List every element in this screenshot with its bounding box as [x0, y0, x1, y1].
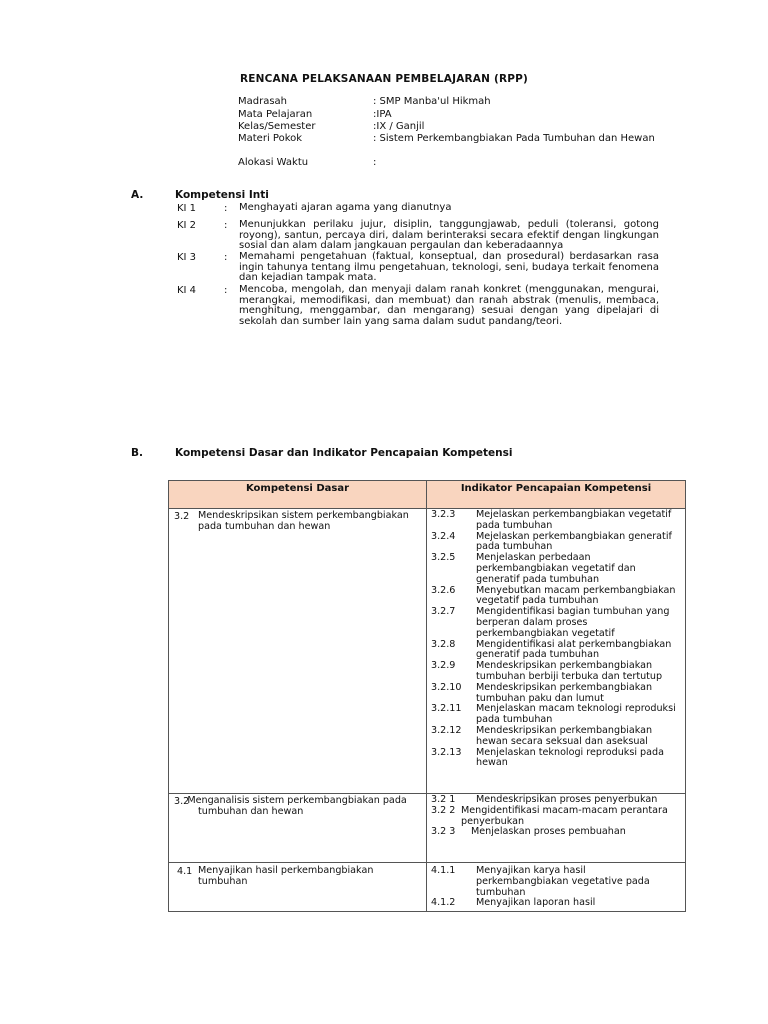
indicator-text: Menjelaskan macam teknologi reproduksi pada tumbuhan	[476, 703, 676, 726]
indicator-cell	[427, 863, 686, 912]
ki-code: KI 3	[177, 252, 197, 263]
indicator-number: 4.1.1	[431, 865, 456, 876]
indicator-item	[431, 748, 685, 770]
indicator-item	[431, 532, 685, 554]
table-header-row	[169, 481, 686, 509]
ki-text: Memahami pengetahuan (faktual, konseptual, dan prosedural) berdasarkan rasa ingin tahunya tentang ilmu pengetahuan, teknologi, seni, budaya terkait fenomena dan kejadian tampak mata.	[239, 251, 659, 283]
indicator-text: Menjelaskan perbedaan perkembangbiakan vegetatif dan generatif pada tumbuhan	[476, 552, 636, 585]
indicator-text: Mengidentifikasi macam-macam perantara penyerbukan	[461, 804, 668, 827]
indicator-number: 3.2.4	[431, 530, 456, 542]
ki-text: Menghayati ajaran agama yang dianutnya	[239, 202, 452, 213]
indicator-item	[431, 726, 685, 748]
indicator-item	[431, 898, 685, 909]
ki-text: Mencoba, mengolah, dan menyaji dalam ranah konkret (menggunakan, mengurai, merangkai, memodifikasi, dan membuat) dan ranah abstrak (menulis, membaca, menghitung, menggambar, dan mengarang) sesuai dengan yang dipelajari di sekolah dan sumber lain yang sama dalam sudut pandang/teori.	[239, 284, 659, 327]
meta-value: :IPA	[373, 109, 392, 120]
indicator-item	[431, 827, 685, 838]
indicator-number: 3.2 1	[431, 794, 456, 805]
indicator-text: Mengidentifikasi bagian tumbuhan yang berperan dalam proses perkembangbiakan vegetatif	[476, 606, 670, 639]
kd-text: Menyajikan hasil perkembangbiakan tumbuhan	[198, 865, 374, 887]
kd-text: Menganalisis sistem perkembangbiakan pada tumbuhan dan hewan	[187, 795, 407, 817]
meta-label: Madrasah	[238, 96, 288, 107]
kd-number: 4.1	[177, 866, 193, 877]
section-title: Kompetensi Dasar dan Indikator Pencapaian Kompetensi	[175, 447, 513, 459]
indicator-text: Menjelaskan proses pembuahan	[471, 826, 626, 838]
ki-separator: :	[224, 203, 228, 214]
indicator-number: 3.2.7	[431, 606, 456, 618]
indicator-number: 3.2.3	[431, 509, 456, 520]
kd-number: 3.2	[174, 511, 190, 522]
indicator-text: Mendeskripsikan perkembangbiakan hewan secara seksual dan aseksual	[476, 724, 653, 747]
indicator-item	[431, 806, 685, 828]
table-header-indikator: Indikator Pencapaian Kompetensi	[427, 481, 686, 509]
indicator-text: Mejelaskan perkembangbiakan vegetatif pada tumbuhan	[476, 509, 672, 531]
meta-label: Mata Pelajaran	[238, 109, 313, 120]
ki-code: KI 1	[177, 203, 197, 214]
ki-text: Menunjukkan perilaku jujur, disiplin, tanggungjawab, peduli (toleransi, gotong royong), santun, percaya diri, dalam berinteraksi secara efektif dengan lingkungan sosial dan alam dalam jangkauan pergaulan dan keberadaannya	[239, 219, 659, 251]
indicator-item	[431, 866, 685, 898]
indicator-item	[431, 704, 685, 726]
indicator-item	[431, 640, 685, 662]
indicator-cell	[427, 794, 686, 863]
indicator-text: Menyajikan laporan hasil	[476, 897, 596, 909]
indicator-item	[431, 661, 685, 683]
meta-label: Kelas/Semester	[238, 121, 316, 132]
indicator-number: 4.1.2	[431, 897, 456, 909]
document-title: RENCANA PELAKSANAAN PEMBELAJARAN (RPP)	[239, 73, 529, 85]
indicator-text: Mendeskripsikan perkembangbiakan tumbuhan paku dan lumut	[476, 681, 653, 704]
section-letter: B.	[131, 447, 143, 459]
kd-cell	[169, 794, 427, 863]
table-row	[169, 863, 686, 912]
ki-code: KI 4	[177, 285, 197, 296]
indicator-text: Mendeskripsikan perkembangbiakan tumbuhan berbiji terbuka dan tertutup	[476, 660, 663, 682]
table-header-kd: Kompetensi Dasar	[169, 481, 427, 509]
indicator-text: Mengidentifikasi alat perkembangbiakan generatif pada tumbuhan	[476, 638, 672, 661]
indicator-number: 3.2.6	[431, 584, 456, 596]
ki-code: KI 2	[177, 220, 197, 231]
indicator-text: Menyajikan karya hasil perkembangbiakan vegetative pada tumbuhan	[476, 865, 650, 898]
indicator-number: 3.2.8	[431, 638, 456, 650]
kd-text: Mendeskripsikan sistem perkembangbiakan pada tumbuhan dan hewan	[198, 510, 409, 532]
indicator-text: Mejelaskan perkembangbiakan generatif pada tumbuhan	[476, 530, 672, 553]
indicator-number: 3.2 3	[431, 826, 456, 838]
indicator-number: 3.2 2	[431, 804, 456, 816]
ki-separator: :	[224, 252, 228, 263]
indicator-number: 3.2.13	[431, 746, 462, 758]
indicator-item	[431, 586, 685, 608]
indicator-cell	[427, 509, 686, 794]
table-row	[169, 509, 686, 794]
meta-value: :	[373, 157, 377, 168]
indicator-number: 3.2.12	[431, 724, 462, 736]
indicator-item	[431, 683, 685, 705]
table-row	[169, 794, 686, 863]
section-title: Kompetensi Inti	[175, 189, 269, 201]
indicator-text: Menyebutkan macam perkembangbiakan vegetatif pada tumbuhan	[476, 584, 676, 607]
indicator-text: Menjelaskan teknologi reproduksi pada hewan	[476, 746, 664, 769]
kd-table	[168, 480, 686, 912]
meta-value: : SMP Manba'ul Hikmah	[373, 96, 491, 107]
meta-label: Alokasi Waktu	[238, 157, 309, 168]
ki-separator: :	[224, 220, 228, 231]
indicator-item	[431, 553, 685, 585]
meta-value: : Sistem Perkembangbiakan Pada Tumbuhan dan Hewan	[373, 133, 655, 144]
kd-cell	[169, 863, 427, 912]
indicator-item	[431, 510, 685, 532]
indicator-text: Mendeskripsikan proses penyerbukan	[476, 794, 658, 805]
kd-cell	[169, 509, 427, 794]
kd-number: 3.2	[174, 796, 190, 807]
indicator-number: 3.2.9	[431, 660, 456, 672]
indicator-number: 3.2.11	[431, 703, 462, 715]
meta-label: Materi Pokok	[238, 133, 303, 144]
meta-value: :IX / Ganjil	[373, 121, 425, 132]
indicator-item	[431, 607, 685, 639]
ki-separator: :	[224, 285, 228, 296]
indicator-number: 3.2.5	[431, 552, 456, 564]
section-letter: A.	[131, 189, 144, 201]
indicator-number: 3.2.10	[431, 681, 462, 693]
